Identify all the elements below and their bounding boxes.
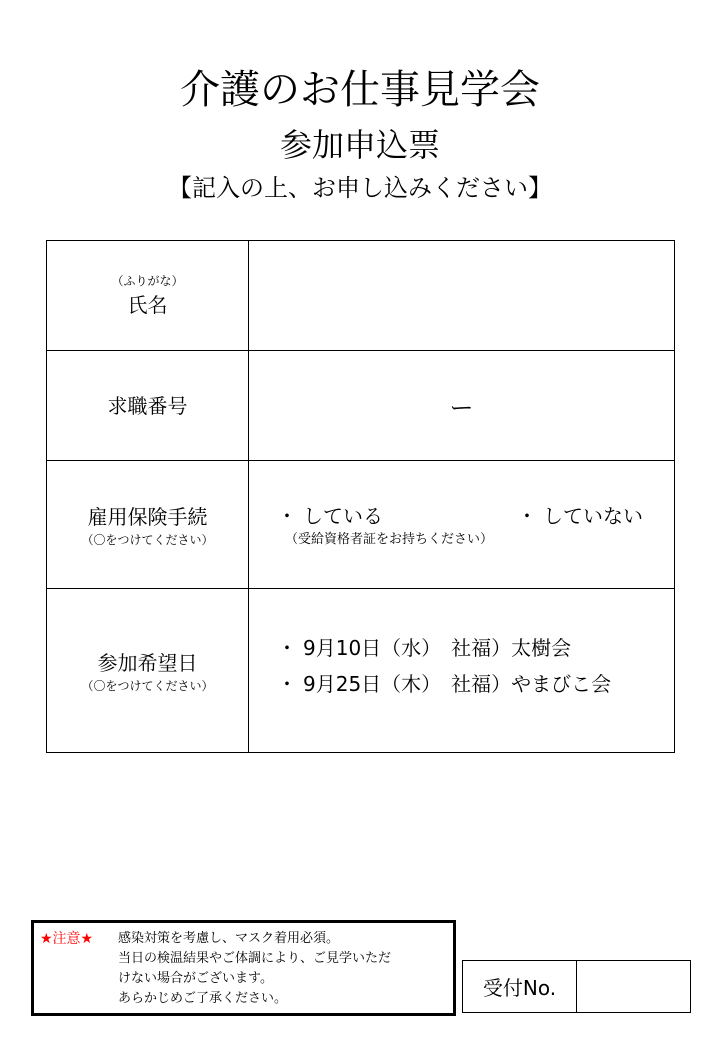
notice-line-1: 感染対策を考慮し、マスク着用必須。 (118, 931, 340, 946)
date-option-1-text: 9月10日（水） 社福）太樹会 (303, 636, 572, 660)
notice-line-4: あらかじめご了承ください。 (118, 991, 288, 1006)
notice-line-3: けない場合がございます。 (118, 971, 273, 986)
date-note: （〇をつけてください） (81, 678, 214, 693)
date-label-cell (47, 589, 249, 753)
job-number-label-cell (47, 351, 249, 461)
name-label: 氏名 (127, 292, 168, 317)
date-bullet-2: ・ (277, 672, 297, 696)
notice-label: ★注意★ (40, 931, 94, 947)
page-title: 介護のお仕事見学会 (180, 67, 540, 113)
application-form-table (46, 240, 675, 753)
date-bullet-1: ・ (277, 636, 297, 660)
page-instruction: 【記入の上、お申し込みください】 (168, 174, 552, 202)
date-label: 参加希望日 (97, 650, 198, 675)
insurance-sub-note: （受給資格者証をお持ちください） (285, 532, 494, 547)
notice-box (31, 920, 456, 1016)
name-label-cell (47, 241, 249, 351)
insurance-note: （〇をつけてください） (81, 532, 214, 547)
date-row (47, 589, 675, 753)
bullet-yes: ・ (277, 504, 297, 528)
insurance-label: 雇用保険手続 (87, 504, 208, 529)
name-field[interactable] (249, 241, 675, 351)
notice-text (118, 929, 448, 1009)
insurance-options-cell (249, 461, 675, 589)
insurance-row (47, 461, 675, 589)
job-number-row (47, 351, 675, 461)
option-no[interactable]: していない (543, 504, 643, 528)
date-option-1[interactable] (249, 633, 674, 663)
furigana-label: （ふりがな） (111, 273, 184, 288)
receipt-table (462, 960, 691, 1013)
receipt-number-field[interactable] (577, 961, 691, 1013)
job-number-field[interactable] (249, 351, 675, 461)
date-option-2-text: 9月25日（木） 社福）やまびこ会 (303, 672, 612, 696)
job-number-label: 求職番号 (107, 393, 188, 418)
name-row (47, 241, 675, 351)
notice-line-2: 当日の検温結果やご体調により、ご見学いただ (118, 951, 392, 966)
bullet-no: ・ (517, 504, 537, 528)
option-yes[interactable]: している (303, 504, 383, 528)
receipt-label: 受付No. (463, 961, 577, 1013)
date-options-cell (249, 589, 675, 753)
date-option-2[interactable] (249, 669, 674, 699)
insurance-label-cell (47, 461, 249, 589)
page-subtitle: 参加申込票 (279, 126, 440, 164)
job-number-separator: ー (449, 394, 474, 422)
